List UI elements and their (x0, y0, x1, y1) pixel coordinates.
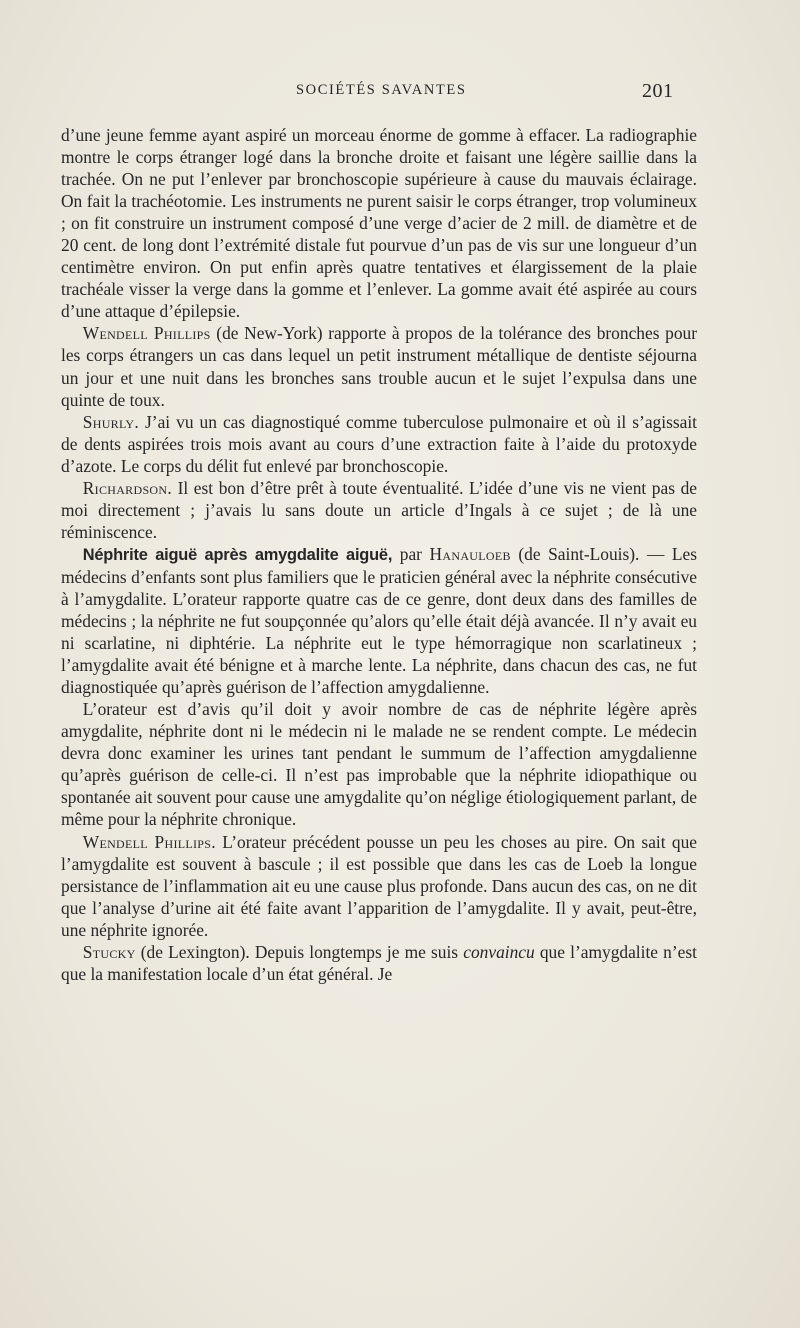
speaker-name: Stucky (82, 941, 136, 962)
paragraph-text: (de New-York) rapporte à propos de la tolérance des bronches pour les corps étrangers un cas dans lequel un petit instrument métallique de dentiste séjourna un jour et une nuit dans les bronches sans trouble aucun et le sujet l’expulsa dans une quinte de toux. (61, 323, 698, 410)
paragraph-richardson (61, 477, 697, 543)
paragraph-shurly (61, 411, 697, 477)
paragraph-text-before: (de Lexington). Depuis longtemps je me suis (135, 941, 464, 962)
paragraph-wendell-phillips-1 (61, 322, 697, 410)
paragraph-stucky (61, 941, 697, 985)
paragraph-text: Il est bon d’être prêt à toute éventualité. L’idée d’une vis ne vient pas de moi directement ; j’avais lu sans doute un article d’Ingals à ce sujet ; de là une réminiscence. (61, 477, 697, 542)
paragraph-orateur-avis (61, 698, 697, 830)
speaker-name: Wendell Phillips. (82, 831, 216, 852)
paragraph-text: L’orateur est d’avis qu’il doit y avoir nombre de cas de néphrite légère après amygdalite, néphrite dont ni le médecin ni le malade ne se rendent compte. Le médecin devra donc examiner les urines tant pendant le summum de l’affection amygdalienne qu’après guérison de celle-ci. Il n’est pas improbable que la néphrite idiopathique ou spontanée ait souvent pour cause une amygdalite qu’on néglige étiologiquement parlant, de même pour la néphrite chronique. (61, 699, 697, 830)
speaker-name: Shurly. (82, 411, 140, 432)
paragraph-wendell-phillips-2 (61, 831, 697, 941)
page-number: 201 (642, 80, 674, 102)
author-name: Hanauloeb (429, 543, 511, 564)
paragraph-text: L’orateur précédent pousse un peu les choses au pire. On sait que l’amygdalite est souvent à bascule ; il est possible que dans les cas de Loeb la longue persistance de l’inflammation ait eu une cause plus profonde. Dans aucun des cas, on ne dit que l’analyse d’urine ait été faite avant l’apparition de l’amygdalite. Il y avait, peut-être, une néphrite ignorée. (61, 831, 698, 940)
paragraph-text: (de Saint-Louis). — Les médecins d’enfants sont plus familiers que le praticien général avec la néphrite consécutive à l’amygdalite. L’orateur rapporte quatre cas de ce genre, dont deux dans des familles de médecins ; la néphrite ne fut soupçonnée qu’alors qu’elle était déjà avancée. Il n’y avait eu ni scarlatine, ni diphtérie. La néphrite eut le type hémorragique non scarlatineux ; l’amygdalite avait été bénigne et à marche lente. La néphrite, dans chacun des cas, ne fut diagnostiquée qu’après guérison de l’affection amygdalienne. (61, 543, 698, 698)
running-title: SOCIÉTÉS SAVANTES (296, 82, 467, 98)
paragraph-nephrite-section (61, 543, 697, 698)
paragraph-text: que l’amygdalite n’est que la manifestation locale d’un état général. Je (61, 941, 697, 984)
running-head (0, 80, 800, 108)
paragraph-text: J’ai vu un cas diagnostiqué comme tuberculose pulmonaire et où il s’agissait de dents aspirées trois mois avant au cours d’une extraction faite à l’aide du protoxyde d’azote. Le corps du délit fut enlevé par bronchoscopie. (61, 411, 697, 476)
section-title: Néphrite aiguë après amygdalite aiguë, (82, 545, 393, 564)
by-word: par (392, 543, 430, 564)
speaker-name: Richardson. (82, 477, 173, 498)
text-body (61, 124, 697, 985)
paragraph-text: d’une jeune femme ayant aspiré un morceau énorme de gomme à effacer. La radiographie montre le corps étranger logé dans la bronche droite et faisant une légère saillie dans la trachée. On ne put l’enlever par bronchoscopie supérieure à cause du mauvais éclairage. On fait la trachéotomie. Les instruments ne purent saisir le corps étranger, trop volumineux ; on fit construire un instrument composé d’une verge d’acier de 2 mill. de diamètre et de 20 cent. de long dont l’extrémité distale fut pourvue d’un pas de vis sur une longueur d’un centimètre environ. On put enfin après quatre tentatives et élargissement de la plaie trachéale visser la verge dans la gomme et l’enlever. La gomme avait été aspirée au cours d’une attaque d’épilepsie. (61, 125, 697, 322)
paragraph-continuation (61, 124, 697, 322)
emphasis-word: convaincu (463, 941, 535, 962)
speaker-name: Wendell Phillips (82, 323, 211, 344)
